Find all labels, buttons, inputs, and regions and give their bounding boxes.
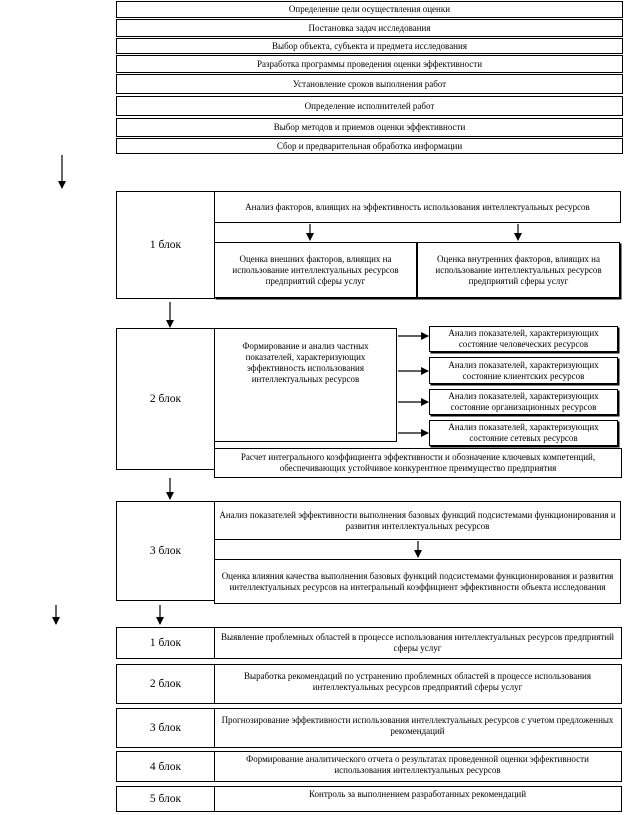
final-2-label: 2 блок (116, 664, 215, 704)
block3-label: 3 блок (116, 501, 215, 601)
final-5-text: Контроль за выполнением разработанных рекомендаций (308, 788, 527, 799)
final-4-text: Формирование аналитического отчета о результатах проведенной оценки эффективности использования интеллектуальных ресурсов (246, 753, 589, 775)
block1-label: 1 блок (116, 191, 215, 299)
block3-bottom: Оценка влияния качества выполнения базовых функций подсистемами функционирования и развития интеллектуальных ресурсов на интегральный коэффициент эффективности объекта исследования (214, 559, 621, 604)
block2-item-1: Анализ показателей, характеризующих состояние человеческих ресурсов (429, 326, 618, 352)
stage-2: Постановка задач исследования (116, 19, 623, 37)
final-1-text: Выявление проблемных областей в процессе использования интеллектуальных ресурсов предприятий сферы услуг (221, 632, 614, 653)
final-4-label: 4 блок (116, 751, 215, 782)
final-2-frame (116, 664, 622, 704)
block1-top: Анализ факторов, влиящих на эффективность использования интеллектуальных ресурсов (214, 191, 621, 223)
stage-5: Установление сроков выполнения работ (116, 74, 623, 94)
block2-item-2: Анализ показателей, характеризующих состояние клиентских ресурсов (429, 357, 618, 384)
final-3-label: 3 блок (116, 708, 215, 748)
final-5-frame (116, 786, 622, 812)
block2-bottom: Расчет интегрального коэффициента эффективности и обозначение ключевых компетенций, обеспечивающих устойчивое конкурентное преимущество предприятия (214, 448, 622, 478)
block1-left: Оценка внешних факторов, влиящих на использование интеллектуальных ресурсов предприятий сферы услуг (214, 242, 417, 298)
stage-8: Сбор и предварительная обработка информации (116, 138, 623, 154)
stage-1: Определение цели осуществления оценки (116, 1, 623, 18)
block3-top: Анализ показателей эффективности выполнения базовых функций подсистемами функционирования и развития интеллектуальных ресурсов (214, 501, 621, 540)
block2-item-3: Анализ показателей, характеризующих состояние организационных ресурсов (429, 389, 618, 415)
final-3-text: Прогнозирование эффективности использования интеллектуальных ресурсов с учетом предложенных рекомендаций (221, 715, 614, 736)
final-5-label: 5 блок (116, 786, 215, 812)
block2-main: Формирование и анализ частных показателей, характеризующих эффективность использования интеллектуальных ресурсов (214, 328, 397, 442)
final-3-frame (116, 708, 622, 748)
final-2-text: Выработка рекомендаций по устранению проблемных областей в процессе использования интеллектуальных ресурсов предприятий сферы услуг (244, 671, 591, 692)
final-1-label: 1 блок (116, 627, 215, 659)
stage-6: Определение исполнителей работ (116, 96, 623, 116)
stage-4: Разработка программы проведения оценки эффективности (116, 55, 623, 73)
stage-7: Выбор методов и приемов оценки эффективности (116, 118, 623, 137)
stage-3: Выбор объекта, субъекта и предмета исследования (116, 38, 623, 54)
block1-right: Оценка внутренних факторов, влиящих на использование интеллектуальных ресурсов предприятий сферы услуг (417, 242, 620, 298)
final-4-frame (116, 751, 622, 782)
block2-label: 2 блок (116, 328, 215, 470)
block2-item-4: Анализ показателей, характеризующих состояние сетевых ресурсов (429, 420, 618, 446)
final-1-frame (116, 627, 622, 659)
